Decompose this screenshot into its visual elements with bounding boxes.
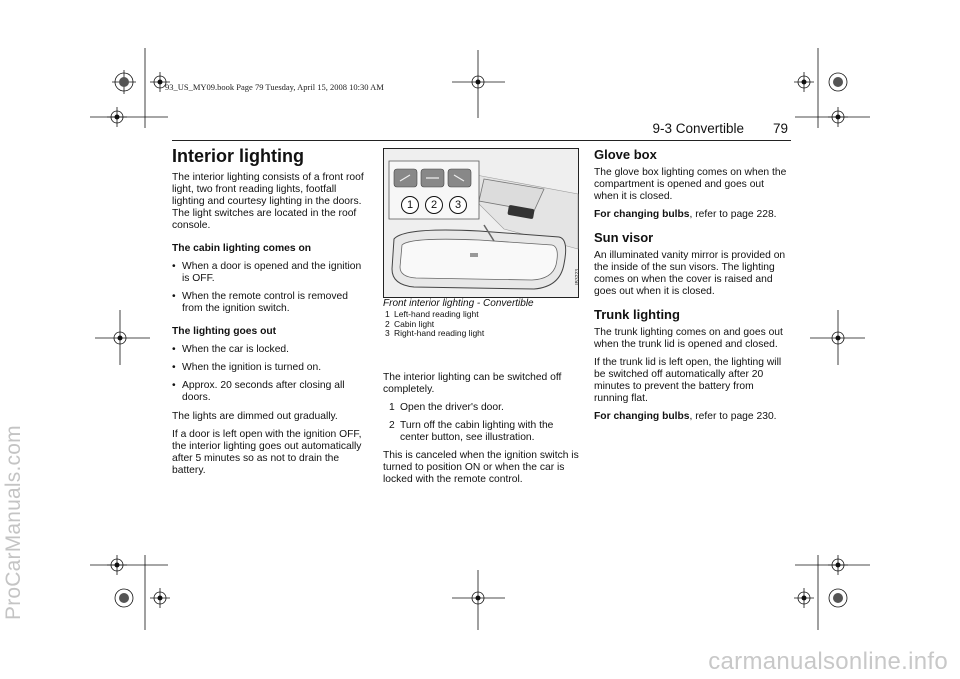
caption-item-text: Left-hand reading light (394, 309, 479, 319)
sun-visor-heading: Sun visor (594, 230, 654, 245)
intro-text: The interior lighting consists of a front roof light, two front reading lights, footfall lighting and courtesy lighting in the doors. The light switches are located in the roof console. (172, 172, 364, 231)
goes-out-heading: The lighting goes out (172, 326, 277, 337)
list-item: • When the remote control is removed from the ignition switch. (172, 291, 367, 315)
trunk-bulbs-label: For changing bulbs (594, 411, 690, 422)
caption-item-number: 1 (385, 309, 390, 319)
file-info: 93_US_MY09.book Page 79 Tuesday, April 15, 2008 10:30 AM (165, 82, 384, 92)
sun-visor-text: An illuminated vanity mirror is provided on the inside of the sun visors. The lighting comes on when the cover is raised and goes out when it is closed. (594, 250, 786, 297)
glove-box-text: The glove box lighting comes on when the compartment is opened and goes out when it is closed. (594, 167, 787, 202)
caption-item-text: Right-hand reading light (394, 328, 485, 338)
column-2 (383, 298, 579, 486)
figure-frame (383, 148, 579, 298)
page-number: 79 (772, 121, 788, 136)
canceled-text: This is canceled when the ignition switch is turned to position ON or when the car is locked with the remote control. (383, 449, 579, 485)
glove-bulbs-ref: , refer to page 228. (689, 209, 777, 220)
caption-item-text: Cabin light (394, 318, 435, 329)
header-rule (172, 140, 791, 141)
glove-box-heading: Glove box (594, 147, 657, 162)
callout-3: 3 (449, 196, 467, 214)
interior-lighting-heading: Interior lighting (172, 146, 304, 166)
step-number: 1 (389, 401, 395, 413)
caption-item (383, 329, 579, 339)
caption-item-number: 2 (385, 318, 390, 329)
glove-bulbs-text (594, 209, 790, 221)
figure-code: IB3223 (575, 269, 581, 285)
list-item: • Approx. 20 seconds after closing all doors. (172, 380, 367, 404)
figure-caption-title: Front interior lighting - Convertible (383, 298, 534, 309)
trunk-lighting-heading: Trunk lighting (594, 307, 680, 322)
list-item: • When a door is opened and the ignition is OFF. (172, 261, 367, 285)
roof-console-illustration (384, 149, 578, 297)
callout-1: 1 (401, 196, 419, 214)
column-3 (594, 147, 790, 423)
step-text: Open the driver's door. (400, 401, 504, 413)
step-item (383, 420, 579, 444)
trunk-bulbs-ref: , refer to page 230. (689, 411, 777, 422)
comes-on-heading: The cabin lighting comes on (172, 243, 312, 254)
side-watermark: ProCarManuals.com (2, 425, 25, 620)
section-title: 9-3 Convertible (652, 121, 744, 136)
dimmed-text: The lights are dimmed out gradually. (172, 411, 338, 422)
trunk-bulbs-text (594, 411, 790, 423)
step-text: Turn off the cabin lighting with the center button, see illustration. (400, 419, 554, 443)
trunk-text-2: If the trunk lid is left open, the lighting will be switched off automatically after 20 minutes to prevent the battery from running flat. (594, 357, 782, 404)
trunk-text-1: The trunk lighting comes on and goes out when the trunk lid is opened and closed. (594, 327, 783, 350)
step-item (383, 402, 579, 414)
footer-watermark: carmanualsonline.info (708, 648, 948, 675)
column-1 (172, 145, 367, 477)
door-open-text: If a door is left open with the ignition OFF, the interior lighting goes out automatically after 5 minutes so as not to drain the battery. (172, 429, 362, 476)
step-number: 2 (389, 419, 395, 431)
glove-bulbs-label: For changing bulbs (594, 209, 690, 220)
list-item: • When the car is locked. (172, 344, 367, 356)
caption-item-number: 3 (385, 328, 390, 338)
callout-2: 2 (425, 196, 443, 214)
page-header (600, 121, 792, 141)
list-item: • When the ignition is turned on. (172, 362, 367, 374)
switch-off-text: The interior lighting can be switched off completely. (383, 371, 562, 395)
